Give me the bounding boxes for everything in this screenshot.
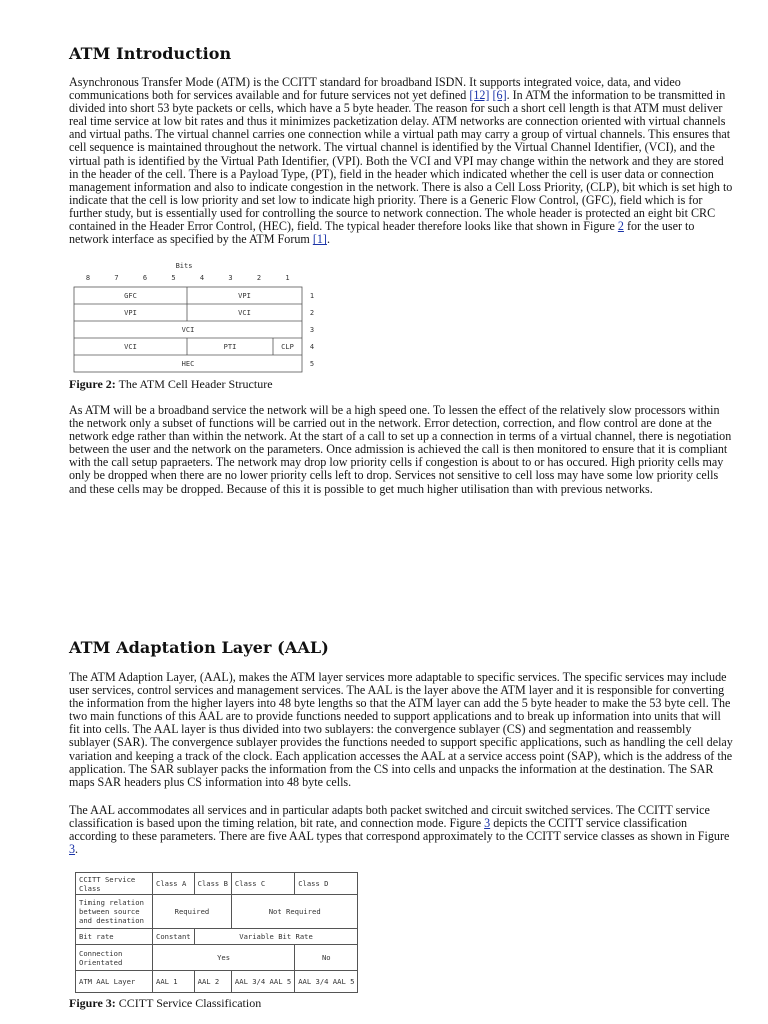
bit-number: 5 bbox=[171, 274, 176, 282]
bit-number: 3 bbox=[228, 274, 233, 282]
text-run: sublayer (SAR). The convergence sublayer provides the functions needed to support specific applications, such as handling the cell delay bbox=[69, 735, 733, 750]
field-clp: CLP bbox=[281, 343, 294, 351]
text-run: only be dropped when there are no lower priority cells left to drop. Services not sensitive to cell loss may have some low priority cells bbox=[69, 468, 719, 483]
table-row bbox=[76, 971, 358, 993]
field-vci-row3: VCI bbox=[181, 326, 195, 334]
table-cell: ATM AAL Layer bbox=[76, 971, 153, 993]
figure-3-caption-label: Figure 3: bbox=[69, 996, 116, 1010]
paragraph-aal-classification bbox=[69, 803, 730, 857]
reference-link[interactable]: [12] bbox=[469, 88, 490, 103]
reference-link[interactable]: 2 bbox=[617, 219, 624, 234]
reference-link[interactable]: 3 bbox=[484, 816, 491, 831]
bit-number: 1 bbox=[285, 274, 290, 282]
text-line bbox=[69, 233, 699, 246]
text-run: management information and also to indicate congestion in the network. There is also a Cell Loss Priority, (CLP), bit which is set high to bbox=[69, 179, 733, 194]
table-cell: Class D bbox=[295, 873, 358, 895]
row-number: 2 bbox=[309, 309, 315, 317]
table-row bbox=[76, 929, 358, 945]
text-run: divided into short 53 byte packets or cells, which have a 5 byte header. The reason for such a short cell length is that ATM must deliver bbox=[69, 101, 723, 116]
row-number: 1 bbox=[309, 292, 315, 300]
table-cell: Required bbox=[153, 895, 232, 929]
text-run: and these cells may be dropped. Because of this it is possible to get much higher utilisation than with previous networks. bbox=[69, 481, 653, 496]
text-line bbox=[69, 843, 699, 856]
table-row bbox=[76, 873, 358, 895]
table-cell: Class C bbox=[231, 873, 294, 895]
table-cell: No bbox=[295, 945, 358, 971]
table-cell: Variable Bit Rate bbox=[194, 929, 358, 945]
figure-3-caption bbox=[69, 996, 261, 1011]
service-class-table bbox=[75, 872, 358, 993]
field-pti: PTI bbox=[223, 343, 237, 351]
table-cell: Connection Orientated bbox=[76, 945, 153, 971]
text-run: application. The SAR sublayer packs the information from the CS into cells and unpacks the information at the destination. The SAR bbox=[69, 761, 714, 776]
field-hec: HEC bbox=[181, 360, 195, 368]
bit-number: 7 bbox=[114, 274, 119, 282]
text-run: two main functions of this AAL are to provide functions needed to support applications and to break up information into units that will bbox=[69, 709, 721, 724]
field-vci-row4: VCI bbox=[124, 343, 137, 351]
text-run: Asynchronous Transfer Mode (ATM) is the CCITT standard for broadband ISDN. It supports integrated voice, data, and video bbox=[69, 75, 681, 89]
figure-2-cell-header bbox=[69, 262, 329, 374]
figure-2-caption-label: Figure 2: bbox=[69, 377, 116, 391]
text-run: cell sequence is maintained throughout the network. The virtual channel is identified by the Virtual Channel Identifier, (VCI), and the bbox=[69, 140, 715, 155]
text-run: user services, control services and management services. The AAL is the layer above the ATM layer and it is responsible for converting bbox=[69, 683, 725, 698]
text-run: . bbox=[326, 232, 330, 247]
text-run: . bbox=[75, 842, 79, 857]
row-number: 5 bbox=[309, 360, 315, 368]
figure-3-service-classification bbox=[75, 872, 358, 993]
reference-link[interactable]: [1] bbox=[312, 232, 327, 247]
paragraph-atm-intro bbox=[69, 75, 733, 247]
field-vci-row2: VCI bbox=[238, 309, 251, 317]
text-run: real time service at low bit rates and thus it minimizes packetization delay. ATM networks are connection oriented with virtual channels bbox=[69, 114, 726, 129]
text-line bbox=[69, 829, 730, 844]
table-row bbox=[76, 895, 358, 929]
text-run: in the header of the cell. There is a Payload Type, (PT), field in the header which indicated whether the cell is user data or connection bbox=[69, 166, 714, 181]
section-title-atm-introduction: ATM Introduction bbox=[69, 44, 232, 63]
text-run: The AAL accommodates all services and in particular adapts both packet switched and circuit switched services. The CCITT service bbox=[69, 803, 710, 817]
text-run: for the user to bbox=[623, 219, 695, 234]
text-run: network interface as specified by the ATM Forum bbox=[69, 232, 313, 247]
text-run: the network only a subset of functions will be carried out in the network. Error detection, correction, and flow control are done at the bbox=[69, 416, 712, 431]
text-run: the information from the higher layers into 48 byte lengths so that the ATM layer can add the 5 byte header to make the 53 byte cell. The bbox=[69, 696, 731, 711]
text-run: and virtual paths. The virtual channel carries one connection while a virtual path may carry a group of virtual channels. This ensures that bbox=[69, 127, 731, 142]
table-cell: Yes bbox=[153, 945, 295, 971]
bit-number: 6 bbox=[142, 274, 148, 282]
row-number: 4 bbox=[309, 343, 315, 351]
text-line bbox=[69, 776, 699, 789]
bit-number: 4 bbox=[199, 274, 205, 282]
table-cell: Constant bbox=[153, 929, 195, 945]
table-cell: AAL 1 bbox=[153, 971, 195, 993]
table-cell: AAL 2 bbox=[194, 971, 231, 993]
row-number: 3 bbox=[309, 326, 315, 334]
figure-2-caption-text: The ATM Cell Header Structure bbox=[115, 377, 273, 391]
bits-label: Bits bbox=[175, 262, 193, 270]
table-cell: Not Required bbox=[231, 895, 358, 929]
text-run: maps SAR headers plus CS information into 48 byte cells. bbox=[69, 774, 352, 789]
table-cell: AAL 3/4 AAL 5 bbox=[295, 971, 358, 993]
reference-link[interactable]: 3 bbox=[69, 842, 76, 857]
text-run: network edge rather than within the network. At the start of a call to set up a connection in terms of a virtual channel, there is negotiation bbox=[69, 429, 732, 444]
section-title-aal: ATM Adaptation Layer (AAL) bbox=[69, 638, 329, 657]
table-cell: Class A bbox=[153, 873, 195, 895]
text-run: contained in the Header Error Control, (HEC), field. The typical header therefore looks like that shown in Figure bbox=[69, 219, 618, 234]
text-run: As ATM will be a broadband service the network will be a high speed one. To lessen the effect of the relatively slow processors within bbox=[69, 403, 720, 417]
text-run: depicts the CCITT service classification bbox=[490, 816, 688, 831]
text-line bbox=[69, 483, 699, 496]
paragraph-atm-broadband bbox=[69, 403, 732, 496]
reference-link[interactable]: [6] bbox=[492, 88, 507, 103]
text-run: fit into cells. The AAL layer is thus divided into two sublayers: the convergence sublayer (CS) and segmentation and reassembly bbox=[69, 722, 692, 737]
table-cell: CCITT Service Class bbox=[76, 873, 153, 895]
text-run: variation and keeping a track of the clock. Each application accesses the AAL at a service access point (SAP), which is the address of the bbox=[69, 748, 733, 763]
table-cell: AAL 3/4 AAL 5 bbox=[231, 971, 294, 993]
text-run: with the call setup papraeters. The network may drop low priority cells if congestion is about to or has occured. High priority cells may bbox=[69, 455, 724, 470]
figure-3-caption-text: CCITT Service Classification bbox=[115, 996, 262, 1010]
header-grid bbox=[69, 262, 309, 374]
figure-2-caption bbox=[69, 377, 273, 392]
text-run: communications both for services available and for future services not yet defined bbox=[69, 88, 470, 103]
bit-number: 8 bbox=[85, 274, 91, 282]
text-run: virtual path is identified by the Virtual Path Identifier, (VPI). Both the VCI and VPI may change within the network and they are stored bbox=[69, 153, 724, 168]
bit-number: 2 bbox=[256, 274, 262, 282]
text-run: further study, but is essentially used for controlling the source to network connection. The whole header is protected an eight bit CRC bbox=[69, 205, 716, 220]
text-run: classification is based upon the timing relation, bit rate, and connection mode. Figure bbox=[69, 816, 485, 831]
table-cell: Bit rate bbox=[76, 929, 153, 945]
table-cell: Class B bbox=[194, 873, 231, 895]
field-vpi-top: VPI bbox=[238, 292, 251, 300]
paragraph-aal-description bbox=[69, 670, 733, 789]
text-run: . In ATM the information to be transmitted in bbox=[506, 88, 726, 103]
field-vpi: VPI bbox=[124, 309, 137, 317]
text-run: indicate that the cell is low priority and set low to indicate high priority. There is a Generic Flow Control, (GFC), field which is for bbox=[69, 192, 703, 207]
text-run: The ATM Adaption Layer, (AAL), makes the ATM layer services more adaptable to specific services. The specific services may include bbox=[69, 670, 727, 684]
table-cell: Timing relation between source and destination bbox=[76, 895, 153, 929]
text-run: between the user and the network on the parameters. Once admission is achieved the call is then monitored to ensure that it is compliant bbox=[69, 442, 728, 457]
field-gfc: GFC bbox=[124, 292, 137, 300]
table-row bbox=[76, 945, 358, 971]
text-run: according to these parameters. There are five AAL types that correspond approximately to the CCITT service classes as shown in Figure bbox=[69, 829, 730, 844]
